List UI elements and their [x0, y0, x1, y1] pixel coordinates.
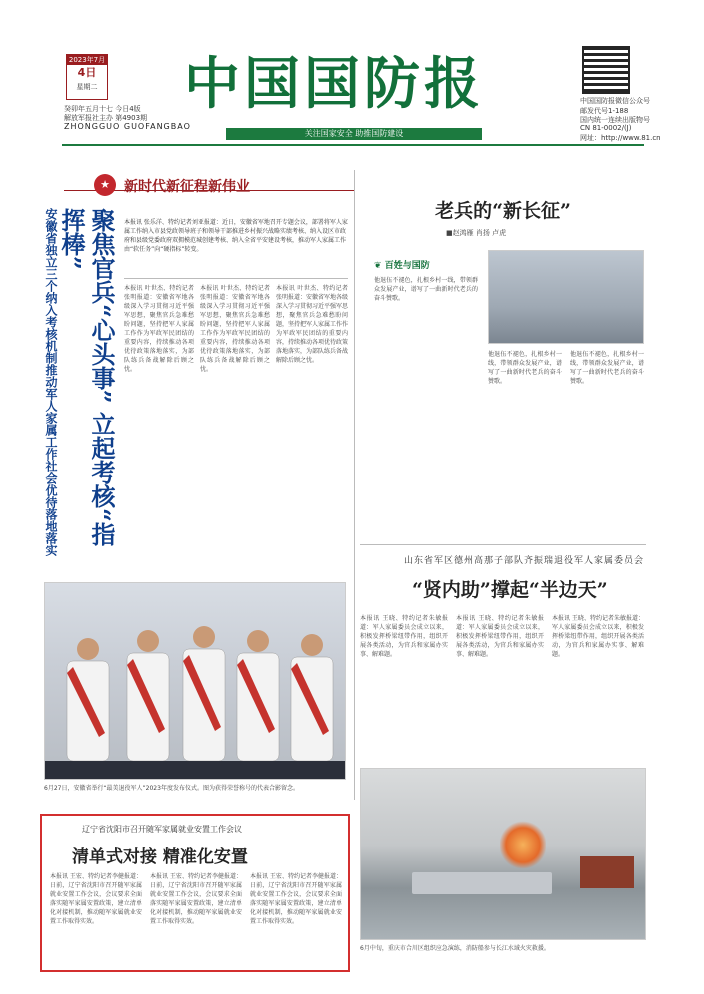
article-column-2: 本报讯 王宏、特约记者李健报道：日前，辽宁省沈阳市召开随军家属就业安置工作会议，会议要求全面落实随军家属安置政策，建立清单化对接机制，推动随军家属就业安置工作取得实效。 [150, 873, 242, 925]
section-star-icon: ★ [94, 174, 116, 196]
lunar-date: 癸卯年五月十七 今日4版 [64, 105, 141, 113]
section-title: 新时代新征程新伟业 [124, 179, 250, 195]
article-column-3: 他退伍不褪色，扎根乡村一线，带领群众发展产业，谱写了一曲新时代老兵的奋斗赞歌。 [570, 351, 644, 385]
header-divider [62, 144, 644, 146]
issn: 国内统一连续出版物号 [580, 116, 650, 124]
article-kicker: 辽宁省沈阳市召开随军家属就业安置工作会议 [82, 825, 242, 834]
article-column-3: 本报讯 叶世杰、特约记者张明报道：安徽省军地各级深入学习贯彻习近平强军思想，聚焦官兵急难愁盼问题，坚持把军人家属工作作为军政军民团结的重要内容，持续推动各项优待政策落地落实，为部队练兵备战解除后顾之忧。 [276, 285, 348, 364]
article-column-1: 他退伍不褪色，扎根乡村一线，带领群众发展产业，谱写了一曲新时代老兵的奋斗赞歌。 [374, 277, 478, 302]
photo-caption: 6月中旬，重庆市合川区组织应急演练，消防船参与长江水域火灾救援。 [360, 945, 550, 952]
article-headline: 清单式对接 精准化安置 [72, 847, 248, 867]
article-column-3: 本报讯 王晓、特约记者朱敏报道：军人家属委员会成立以来，积极发挥桥梁纽带作用，组织开展各类活动，为官兵和家属办实事、解难题。 [552, 615, 644, 658]
qr-caption: 中国国防报微信公众号 [580, 97, 650, 105]
section-divider [360, 544, 646, 545]
article-column-2: 本报讯 王晓、特约记者朱敏报道：军人家属委员会成立以来，积极发挥桥梁纽带作用，组织开展各类活动，为官兵和家属办实事、解难题。 [456, 615, 544, 658]
lead-divider [124, 278, 348, 279]
masthead: 中国国防报 [184, 51, 484, 117]
column-divider [354, 170, 355, 800]
classroom-photo [488, 250, 644, 344]
byline: ■赵鸿雁 肖扬 卢虎 [446, 229, 507, 237]
group-photo [44, 582, 346, 780]
website: 网址：http://www.81.cn [580, 134, 661, 142]
year-month: 2023年7月 [68, 56, 106, 64]
column-tag [374, 258, 444, 272]
slogan-bar: 关注国家安全 助推国防建设 [226, 128, 482, 140]
leaf-icon: ❦ [374, 261, 382, 271]
day: 4日 [77, 66, 97, 79]
cn-number: CN 81-0002/(J) [580, 124, 632, 132]
article-headline: “贤内助”撑起“半边天” [412, 579, 608, 601]
photo-caption: 6月27日，安徽省举行“最美退役军人”2023年度发布仪式。图为获得荣誉称号的代表合影留念。 [44, 785, 299, 792]
group-photo-figures [45, 583, 345, 779]
fire-plume [500, 820, 546, 870]
publisher-line: 解放军报社主办 第4903期 [64, 114, 148, 122]
lead-paragraph: 本报讯 张乐洋、特约记者刘亚报道：近日，安徽省军地召开专题会议，部署将军人家属工作纳入市县党政领导班子和领导干部推进乡村振兴战略实绩考核、纳入设区市政府和县级党委政府双拥模范城创建考核、纳入全省平安建设考核，推动军人家属工作由“软任务”向“硬指标”转变。 [124, 219, 348, 253]
pinyin-name: ZHONGGUO GUOFANGBAO [64, 122, 191, 131]
article-column-2: 本报讯 叶世杰、特约记者张明报道：安徽省军地各级深入学习贯彻习近平强军思想，聚焦官兵急难愁盼问题，坚持把军人家属工作作为军政军民团结的重要内容，持续推动各项优待政策落地落实，为部队练兵备战解除后顾之忧。 [200, 285, 270, 373]
article-column-1: 本报讯 叶世杰、特约记者张明报道：安徽省军地各级深入学习贯彻习近平强军思想，聚焦官兵急难愁盼问题，坚持把军人家属工作作为军政军民团结的重要内容，持续推动各项优待政策落地落实，为部队练兵备战解除后顾之忧。 [124, 285, 194, 373]
article-kicker: 山东省军区德州高那子部队齐振瑞退役军人家属委员会 [404, 556, 645, 566]
article-headline: 老兵的“新长征” [435, 200, 571, 222]
fireboat [412, 872, 552, 894]
postal-code: 邮发代号1-188 [580, 107, 629, 115]
article-column-3: 本报讯 王宏、特约记者李健报道：日前，辽宁省沈阳市召开随军家属就业安置工作会议，会议要求全面落实随军家属安置政策，建立清单化对接机制，推动随军家属就业安置工作取得实效。 [250, 873, 342, 925]
article-column-2: 他退伍不褪色，扎根乡村一线，带领群众发展产业，谱写了一曲新时代老兵的奋斗赞歌。 [488, 351, 562, 385]
date-box [66, 54, 108, 100]
vertical-headline: 聚焦官兵“心头事” 立起考核“指挥棒” [57, 208, 116, 546]
qr-code-icon [582, 46, 630, 94]
article-column-1: 本报讯 王宏、特约记者李健报道：日前，辽宁省沈阳市召开随军家属就业安置工作会议，会议要求全面落实随军家属安置政策，建立清单化对接机制，推动随军家属就业安置工作取得实效。 [50, 873, 142, 925]
burning-ship [580, 856, 634, 888]
column-tag-label: 百姓与国防 [384, 261, 430, 271]
article-column-1: 本报讯 王晓、特约记者朱敏报道：军人家属委员会成立以来，积极发挥桥梁纽带作用，组织开展各类活动，为官兵和家属办实事、解难题。 [360, 615, 448, 658]
weekday: 星期二 [76, 83, 98, 91]
vertical-subtitle: 安徽省独立三个纳入考核机制推动军人家属工作社会优待落地落实 [44, 208, 58, 556]
